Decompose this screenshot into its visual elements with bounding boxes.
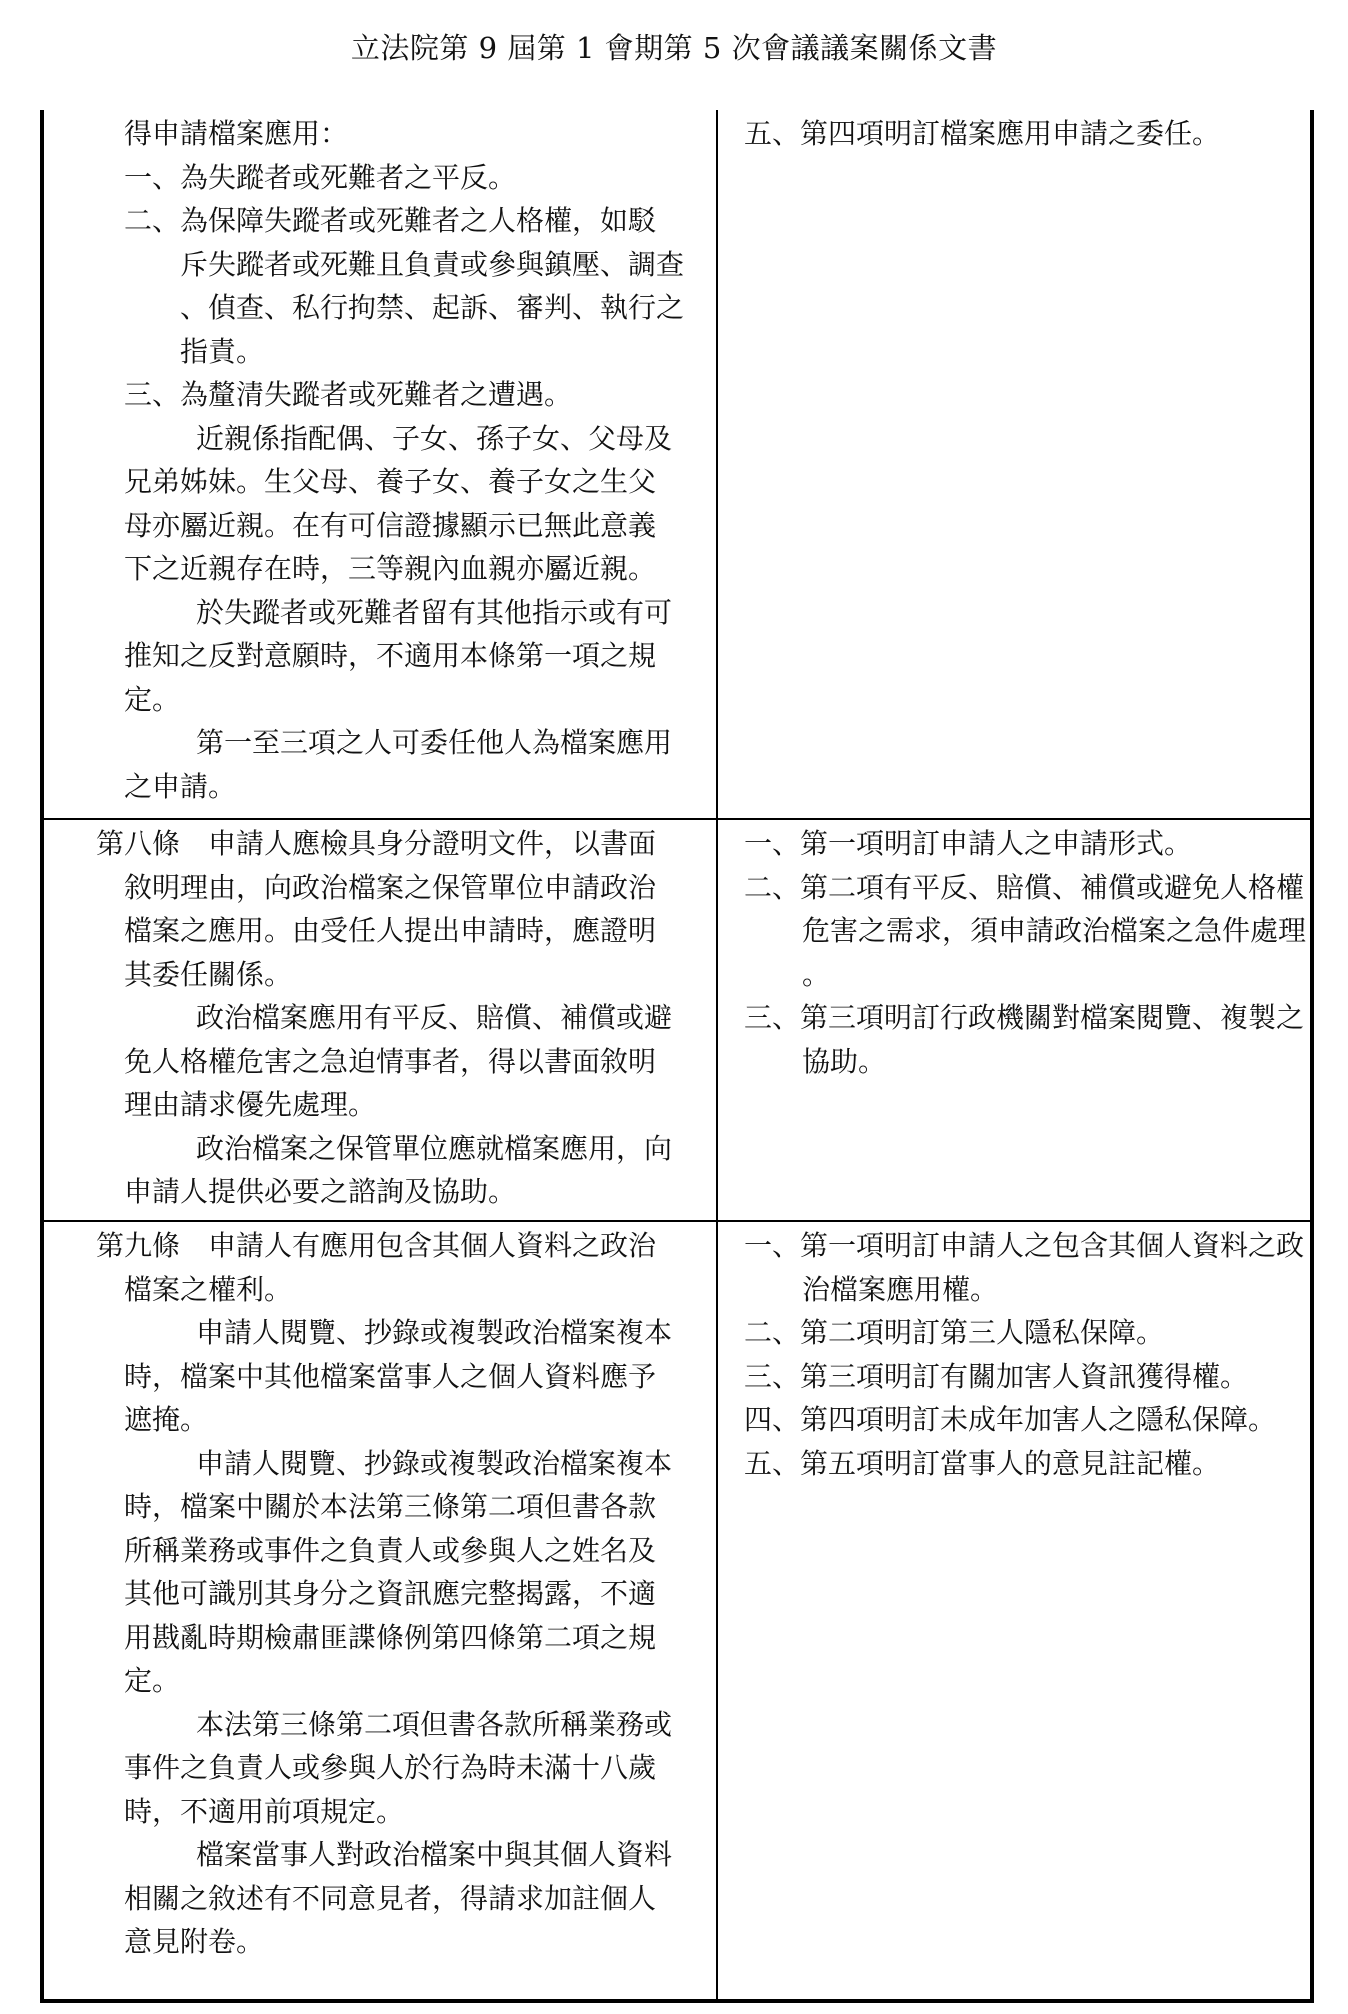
text-line: 五、第五項明訂當事人的意見註記權。	[744, 1446, 1221, 1480]
text-line: 四、第四項明訂未成年加害人之隱私保障。	[744, 1403, 1277, 1436]
row-2-explanation	[744, 822, 1344, 1083]
text-line: 事件之負責人或參與人於行為時未滿十八歲	[124, 1751, 657, 1784]
text-line: 協助。	[802, 1044, 887, 1078]
text-line: 推知之反對意願時，不適用本條第一項之規	[124, 639, 657, 672]
text-line: 時，檔案中其他檔案當事人之個人資料應予	[124, 1359, 657, 1393]
text-line: 之申請。	[124, 769, 237, 803]
text-line: 申請人提供必要之諮詢及協助。	[124, 1175, 517, 1208]
text-line: 意見附卷。	[124, 1925, 265, 1958]
text-line: 第九條 申請人有應用包含其個人資料之政治	[96, 1229, 657, 1262]
text-line: 遮掩。	[124, 1403, 209, 1436]
text-line: 所稱業務或事件之負責人或參與人之姓名及	[124, 1533, 657, 1567]
text-line: 時，檔案中關於本法第三條第二項但書各款	[124, 1490, 657, 1523]
text-line: 一、第一項明訂申請人之申請形式。	[744, 827, 1193, 860]
text-line: 一、第一項明訂申請人之包含其個人資料之政	[744, 1229, 1305, 1262]
text-line: 三、第三項明訂行政機關對檔案閱覽、複製之	[744, 1001, 1305, 1034]
row-3-explanation	[744, 1224, 1344, 1485]
text-line: 二、第二項有平反、賠償、補償或避免人格權	[744, 870, 1305, 904]
text-line: 其委任關係。	[124, 957, 293, 991]
row-divider	[44, 818, 1310, 820]
text-line: 五、第四項明訂檔案應用申請之委任。	[744, 117, 1221, 150]
text-line: 。	[802, 957, 831, 991]
row-1-article-text	[96, 112, 696, 808]
text-line: 於失蹤者或死難者留有其他指示或有可	[196, 595, 673, 629]
text-line: 理由請求優先處理。	[124, 1088, 377, 1121]
row-divider	[44, 1220, 1310, 1222]
text-line: 定。	[124, 682, 181, 716]
text-line: 三、為釐清失蹤者或死難者之遭遇。	[124, 378, 573, 411]
comparison-table	[40, 110, 1314, 2003]
text-line: 時，不適用前項規定。	[124, 1794, 405, 1828]
text-line: 治檔案應用權。	[802, 1272, 999, 1306]
text-line: 一、為失蹤者或死難者之平反。	[124, 160, 517, 194]
text-line: 指責。	[180, 334, 265, 368]
text-line: 檔案之權利。	[124, 1272, 293, 1306]
text-line: 本法第三條第二項但書各款所稱業務或	[196, 1707, 673, 1741]
text-line: 、偵查、私行拘禁、起訴、審判、執行之	[180, 291, 685, 324]
text-line: 政治檔案之保管單位應就檔案應用，向	[196, 1131, 673, 1165]
text-line: 檔案之應用。由受任人提出申請時，應證明	[124, 914, 657, 947]
text-line: 用戡亂時期檢肅匪諜條例第四條第二項之規	[124, 1620, 657, 1654]
text-line: 危害之需求，須申請政治檔案之急件處理	[802, 914, 1307, 947]
text-line: 二、第二項明訂第三人隱私保障。	[744, 1316, 1165, 1349]
text-line: 三、第三項明訂有關加害人資訊獲得權。	[744, 1359, 1249, 1393]
text-line: 母亦屬近親。在有可信證據顯示已無此意義	[124, 508, 657, 542]
text-line: 下之近親存在時，三等親內血親亦屬近親。	[124, 552, 657, 585]
text-line: 檔案當事人對政治檔案中與其個人資料	[196, 1838, 673, 1871]
text-line: 近親係指配偶、子女、孫子女、父母及	[196, 421, 673, 455]
text-line: 相關之敘述有不同意見者，得請求加註個人	[124, 1881, 657, 1915]
text-line: 二、為保障失蹤者或死難者之人格權，如駁	[124, 204, 657, 237]
text-line: 第八條 申請人應檢具身分證明文件，以書面	[96, 827, 657, 860]
text-line: 其他可識別其身分之資訊應完整揭露，不適	[124, 1577, 657, 1610]
row-3-article-text	[96, 1224, 696, 1964]
text-line: 定。	[124, 1664, 181, 1697]
row-2-article-text	[96, 822, 696, 1214]
column-divider	[716, 110, 718, 1999]
text-line: 免人格權危害之急迫情事者，得以書面敘明	[124, 1044, 657, 1078]
text-line: 政治檔案應用有平反、賠償、補償或避	[196, 1001, 673, 1034]
text-line: 得申請檔案應用：	[124, 117, 349, 150]
text-line: 敘明理由，向政治檔案之保管單位申請政治	[124, 870, 657, 904]
text-line: 兄弟姊妹。生父母、養子女、養子女之生父	[124, 465, 657, 498]
text-line: 申請人閱覽、抄錄或複製政治檔案複本	[196, 1446, 673, 1480]
text-line: 第一至三項之人可委任他人為檔案應用	[196, 726, 673, 759]
page-header-title: 立法院第 9 屆第 1 會期第 5 次會議議案關係文書	[350, 31, 998, 65]
text-line: 斥失蹤者或死難且負責或參與鎮壓、調查	[180, 247, 685, 281]
text-line: 申請人閱覽、抄錄或複製政治檔案複本	[196, 1316, 673, 1349]
row-1-explanation	[744, 112, 1344, 156]
